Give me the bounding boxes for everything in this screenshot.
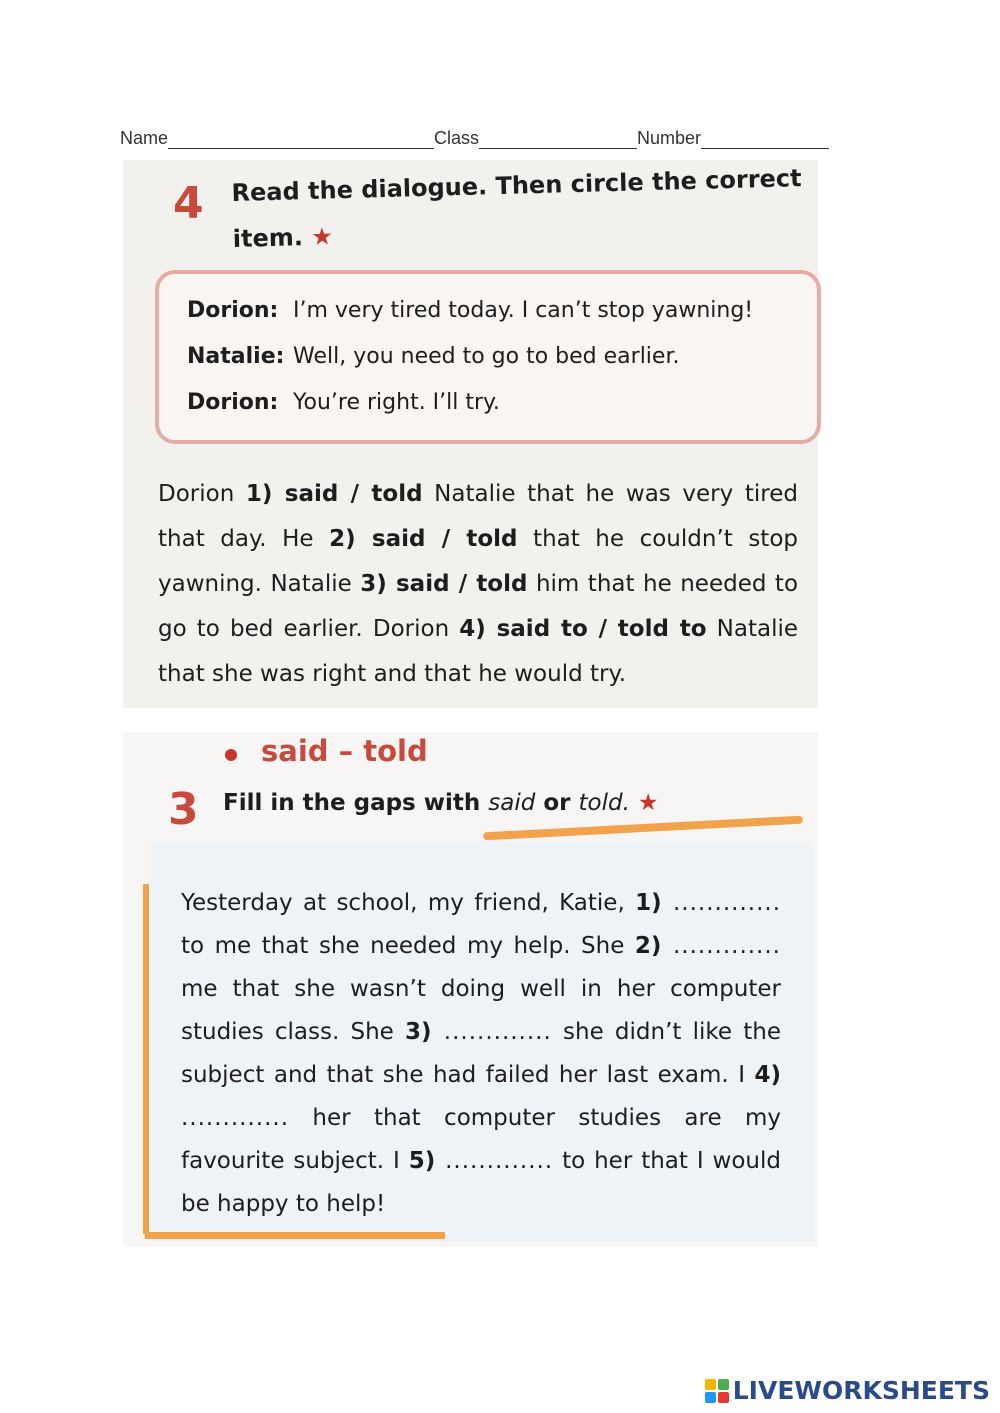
dialogue-text: Well, you need to go to bed earlier. — [293, 344, 680, 369]
exercise-3-title-text: Fill in the gaps with — [223, 790, 489, 816]
gap-number: 4) — [754, 1062, 781, 1088]
logo-square — [705, 1379, 716, 1390]
paragraph-text: him that he needed to go to bed earlier. Dorion — [158, 571, 799, 642]
gap-number: 1) — [635, 890, 662, 916]
dialogue-speaker: Dorion: — [187, 390, 279, 415]
choice-2[interactable]: 2) said / told — [329, 526, 518, 552]
exercise-4-title — [231, 155, 803, 262]
gap-number: 3) — [405, 1019, 432, 1045]
exercise-3-paragraph — [181, 882, 781, 1226]
name-blank[interactable] — [168, 126, 434, 149]
exercise-4-title-line1: Read the dialogue. Then circle the correct — [231, 164, 802, 207]
gap-number: 2) — [634, 933, 662, 959]
exercise-3-title — [223, 780, 659, 826]
exercise-4-paragraph — [158, 472, 798, 697]
exercise-3-title-text: or — [535, 790, 579, 816]
paragraph-text: to her that I would be happy to help! — [181, 1148, 781, 1217]
dialogue-text: I’m very tired today. I can’t stop yawning! — [293, 298, 754, 323]
dialogue-speaker: Dorion: — [187, 298, 279, 323]
exercise-4-number: 4 — [173, 178, 204, 229]
class-label: Class — [434, 128, 480, 148]
logo-square — [718, 1379, 729, 1390]
dialogue-speaker: Natalie: — [187, 344, 285, 369]
choice-1[interactable]: 1) said / told — [245, 481, 423, 507]
dialogue-line — [187, 390, 500, 415]
exercise-3-title-told: told. — [578, 790, 630, 816]
paragraph-text: that he couldn’t stop yawning. Natalie — [158, 526, 798, 597]
paragraph-text: Dorion — [158, 481, 246, 507]
number-label: Number — [637, 128, 702, 148]
star-icon: ★ — [637, 790, 659, 816]
gap-4[interactable]: ............. — [181, 1105, 290, 1131]
exercise-4-section — [123, 160, 818, 708]
exercise-3-title-said: said — [488, 790, 536, 816]
decorative-bar — [143, 884, 149, 1234]
gap-2[interactable]: ............. — [661, 933, 781, 959]
paragraph-text: she didn’t like the subject and that she had failed her last exam. I — [181, 1019, 781, 1088]
decorative-bar — [145, 1232, 445, 1239]
class-blank[interactable] — [479, 126, 637, 149]
gap-3[interactable]: ............. — [431, 1019, 552, 1045]
liveworksheets-logo — [705, 1376, 990, 1405]
choice-4[interactable]: 4) said to / told to — [459, 616, 707, 642]
gap-1[interactable]: ............. — [661, 890, 782, 916]
exercise-3-section — [123, 732, 818, 1247]
logo-icon — [705, 1379, 729, 1403]
paragraph-text: me that she wasn’t doing well in her computer studies class. She — [181, 976, 781, 1045]
exercise-4-title-line2: item. — [232, 223, 304, 253]
logo-text: LIVEWORKSHEETS — [732, 1376, 990, 1405]
exercise-3-number: 3 — [168, 784, 199, 835]
paragraph-text: Yesterday at school, my friend, Katie, — [181, 890, 636, 916]
logo-square — [705, 1392, 716, 1403]
grammar-rule-title: said – told — [261, 734, 428, 768]
logo-square — [718, 1392, 729, 1403]
paragraph-text: to me that she needed my help. She — [181, 933, 635, 959]
dialogue-box — [155, 270, 821, 444]
gap-number: 5) — [408, 1148, 436, 1174]
dialogue-text: You’re right. I’ll try. — [293, 390, 500, 415]
paragraph-text: Natalie that she was right and that he would try. — [158, 616, 799, 687]
paragraph-text: Natalie that he was very tired that day. He — [158, 481, 798, 552]
student-info-line — [120, 126, 850, 149]
paragraph-text: her that computer studies are my favourite subject. I — [181, 1105, 781, 1174]
star-icon: ★ — [310, 222, 334, 251]
dialogue-line — [187, 298, 753, 323]
name-label: Name — [120, 128, 169, 148]
dialogue-line — [187, 344, 679, 369]
choice-3[interactable]: 3) said / told — [360, 571, 528, 597]
number-blank[interactable] — [701, 126, 829, 149]
bullet-icon — [225, 749, 237, 761]
gap-5[interactable]: ............. — [435, 1148, 554, 1174]
